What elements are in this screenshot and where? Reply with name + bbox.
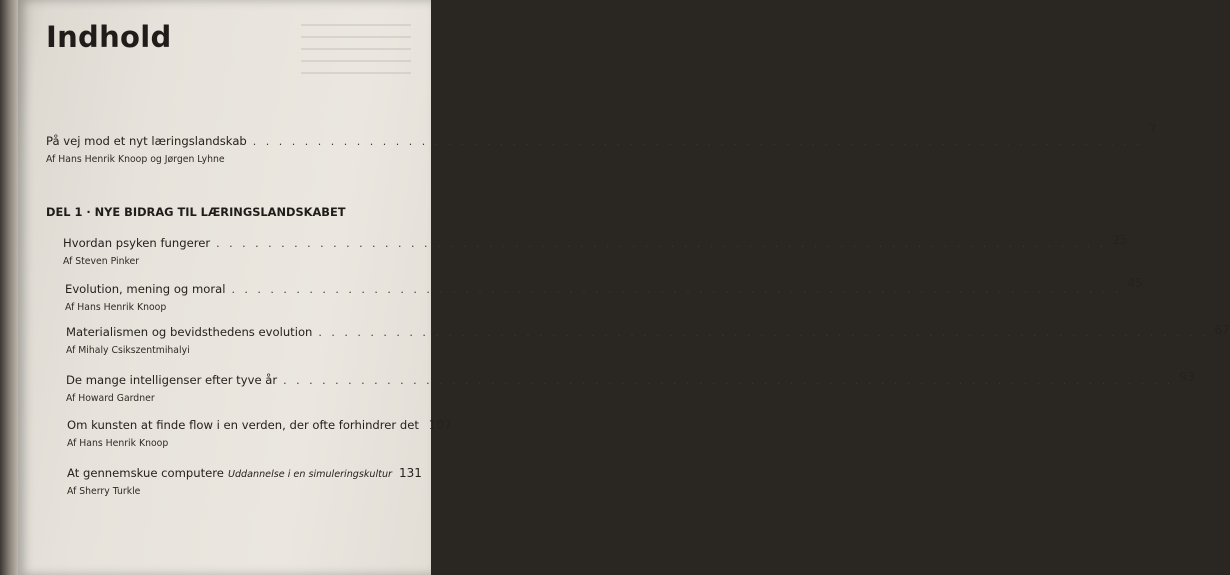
toc-entry-page: 107	[428, 418, 452, 432]
toc-entry	[63, 233, 1128, 267]
toc-entry	[66, 323, 1230, 356]
toc-entry-title: Materialismen og bevidsthedens evolution	[66, 325, 313, 339]
toc-entry-title: At gennemskue computere	[67, 466, 224, 480]
toc-entry-page: 67	[1214, 323, 1230, 337]
toc-entry-title: De mange intelligenser efter tyve år	[66, 373, 278, 387]
toc-entry	[67, 466, 422, 497]
previous-page-edge	[0, 0, 20, 575]
toc-entry-author: Af Hans Henrik Knoop	[65, 302, 167, 313]
toc-entry-author: Af Hans Henrik Knoop og Jørgen Lyhne	[46, 154, 225, 165]
toc-entry	[67, 418, 452, 449]
contents-page	[18, 0, 1230, 575]
toc-entry-intro	[46, 122, 1157, 165]
toc-entry-author: Af Sherry Turkle	[67, 486, 141, 497]
section-heading: DEL 1 · NYE BIDRAG TIL LÆRINGSLANDSKABET	[46, 205, 346, 219]
toc-entry-title: Hvordan psyken fungerer	[63, 236, 211, 250]
toc-entry-author: Af Steven Pinker	[63, 256, 140, 267]
toc-entry-page: 93	[1179, 370, 1195, 384]
toc-entry-title: Om kunsten at finde flow i en verden, der ofte forhindrer det	[67, 418, 419, 432]
toc-entry-page: 7	[1148, 122, 1157, 136]
leader-dots	[253, 135, 1143, 148]
toc-entry-author: Af Mihaly Csikszentmihalyi	[66, 345, 190, 356]
toc-entry	[66, 370, 1195, 404]
toc-entry-page: 45	[1127, 276, 1143, 290]
leader-dots	[283, 374, 1173, 387]
toc-entry-author: Af Howard Gardner	[66, 393, 155, 404]
toc-entry-author: Af Hans Henrik Knoop	[67, 438, 169, 449]
show-through-text	[301, 14, 411, 104]
toc-entry-title: Evolution, mening og moral	[65, 282, 226, 296]
toc-entry-page: 131	[398, 466, 422, 480]
leader-dots	[216, 237, 1106, 250]
toc-entry-page: 25	[1112, 233, 1128, 247]
page-title: Indhold	[46, 20, 172, 54]
toc-entry-title: På vej mod et nyt læringslandskab	[46, 134, 247, 148]
toc-entry-subtitle: Uddannelse i en simuleringskultur	[227, 469, 392, 480]
leader-dots	[318, 326, 1208, 339]
toc-entry	[65, 276, 1143, 313]
leader-dots	[231, 283, 1121, 296]
